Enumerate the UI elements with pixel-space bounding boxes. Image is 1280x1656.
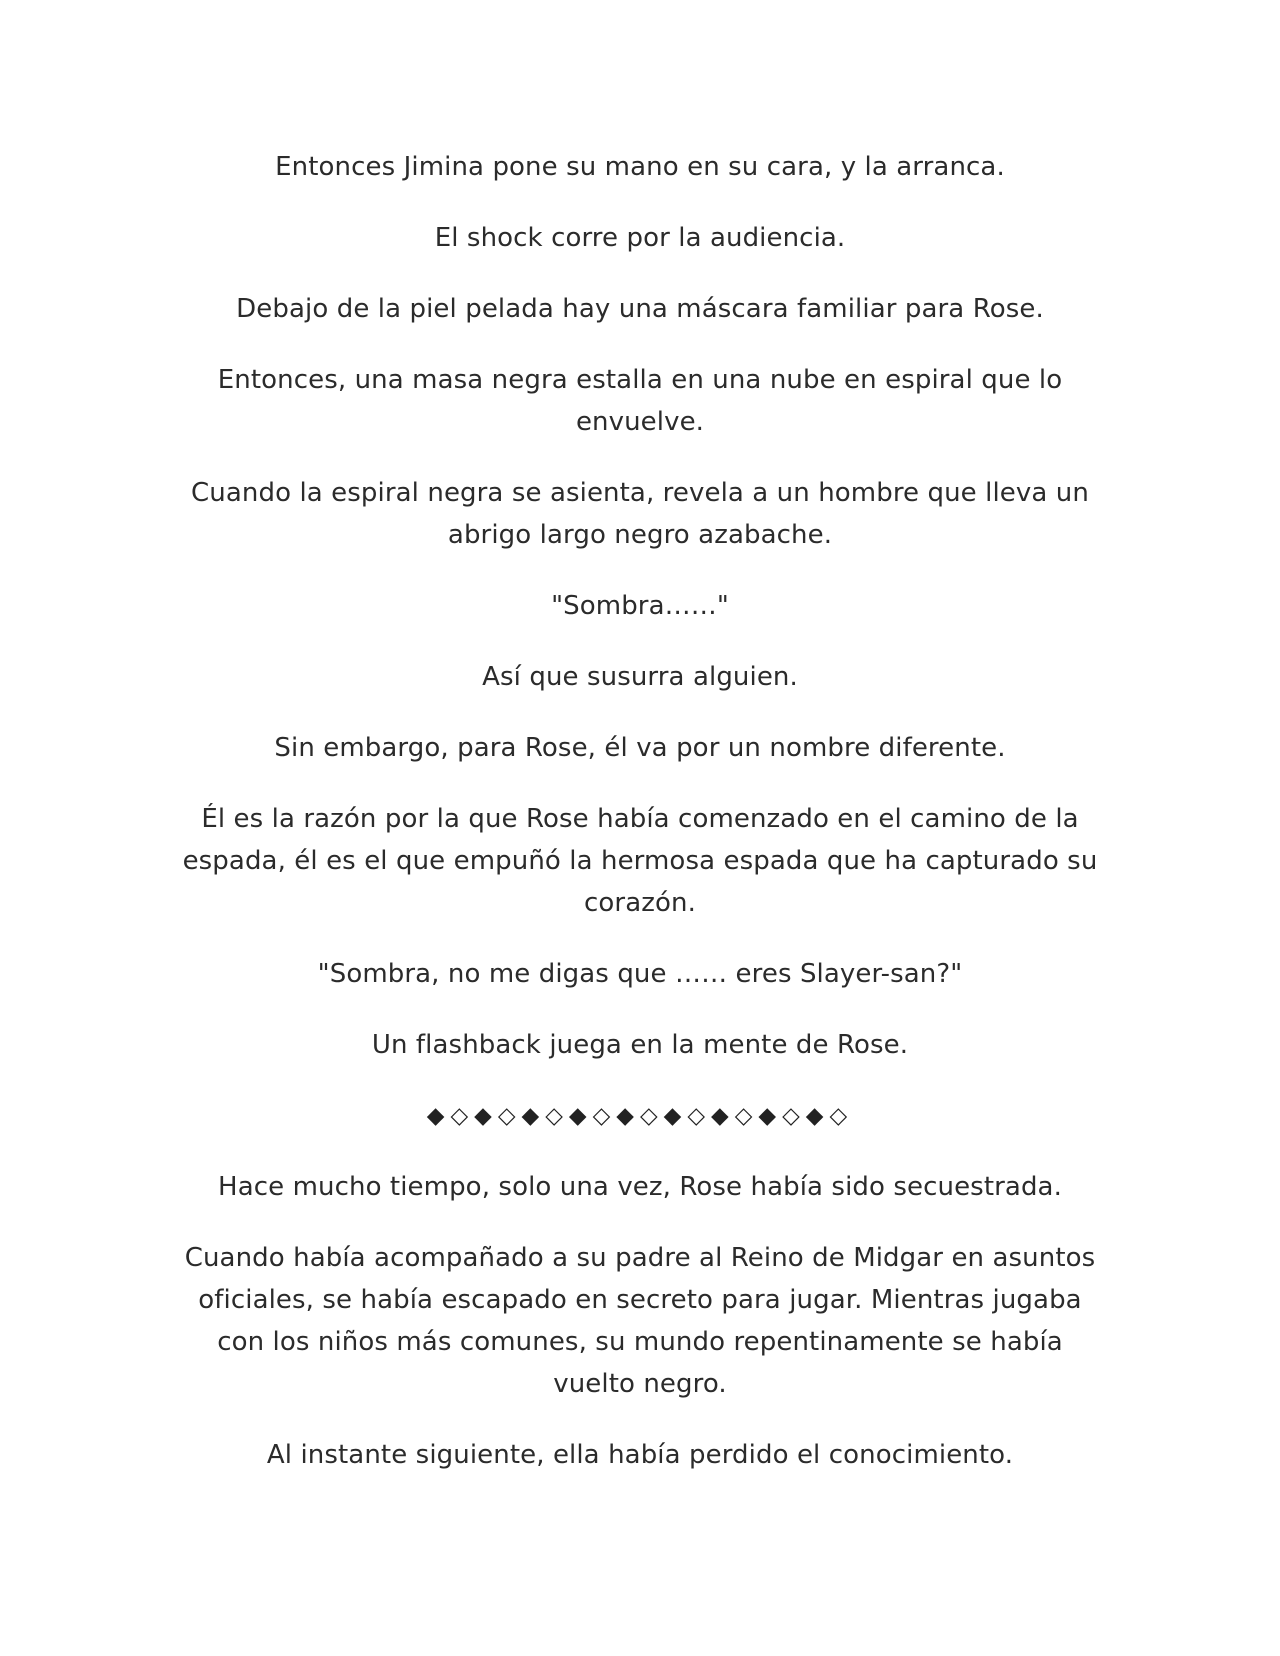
paragraph: Sin embargo, para Rose, él va por un nombre diferente.	[274, 733, 1006, 763]
paragraph: Cuando la espiral negra se asienta, revela a un hombre que lleva un abrigo largo negro azabache.	[191, 478, 1089, 550]
paragraph: Un flashback juega en la mente de Rose.	[371, 1030, 909, 1060]
paragraph: Hace mucho tiempo, solo una vez, Rose había sido secuestrada.	[218, 1172, 1062, 1202]
document-body	[180, 146, 1100, 1505]
dialogue-paragraph: "Sombra, no me digas que …… eres Slayer-san?"	[317, 959, 963, 989]
paragraph: Debajo de la piel pelada hay una máscara familiar para Rose.	[236, 294, 1044, 324]
paragraph: Entonces, una masa negra estalla en una nube en espiral que lo envuelve.	[217, 365, 1063, 437]
paragraph: Él es la razón por la que Rose había comenzado en el camino de la espada, él es el que empuñó la hermosa espada que ha capturado su corazón.	[182, 804, 1098, 918]
paragraph: Así que susurra alguien.	[482, 662, 798, 692]
scene-break-divider: ◆◇◆◇◆◇◆◇◆◇◆◇◆◇◆◇◆◇	[426, 1103, 854, 1129]
dialogue-paragraph: "Sombra……"	[551, 591, 729, 621]
paragraph: Al instante siguiente, ella había perdido el conocimiento.	[266, 1440, 1014, 1470]
paragraph: Entonces Jimina pone su mano en su cara, y la arranca.	[275, 152, 1005, 182]
paragraph: El shock corre por la audiencia.	[434, 223, 846, 253]
paragraph: Cuando había acompañado a su padre al Reino de Midgar en asuntos oficiales, se había escapado en secreto para jugar. Mientras jugaba con los niños más comunes, su mundo repentinamente se había vuelto negro.	[184, 1243, 1096, 1399]
